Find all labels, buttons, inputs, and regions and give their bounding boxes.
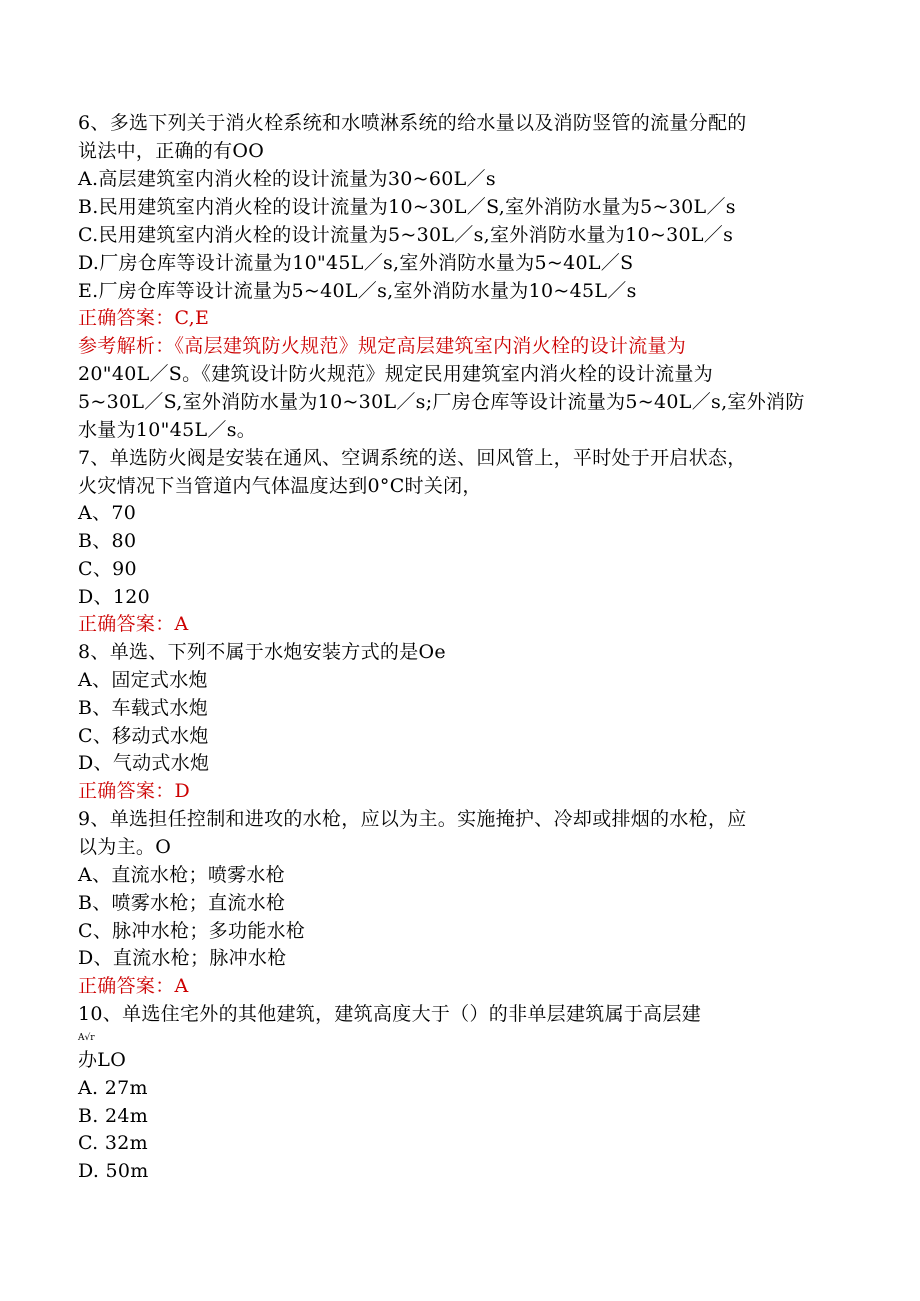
q6-option-d: D.厂房仓库等设计流量为10"45L／s,室外消防水量为5~40L／S [78,252,634,274]
q10-option-d: D. 50m [78,1160,149,1182]
q6-option-a: A.高层建筑室内消火栓的设计流量为30~60L／s [78,168,496,190]
q7-stem-line2: 火灾情况下当管道内气体温度达到0°C时关闭， [78,475,482,497]
q10-option-c: C. 32m [78,1132,148,1154]
q6-analysis-line3: 5~30L／S,室外消防水量为10~30L／s;厂房仓库等设计流量为5~40L／s,室外消防 [78,391,805,413]
q10-option-b: B. 24m [78,1105,149,1127]
q6-option-b: B.民用建筑室内消火栓的设计流量为10~30L／S,室外消防水量为5~30L／s [78,196,736,218]
q9-stem-line1: 9、单选担任控制和进攻的水枪，应以为主。实施掩护、冷却或排烟的水枪，应 [78,808,747,830]
q6-option-c: C.民用建筑室内消火栓的设计流量为5~30L／s,室外消防水量为10~30L／s [78,224,734,246]
q7-option-c: C、90 [78,558,137,580]
q7-option-b: B、80 [78,530,137,552]
q8-option-b: B、车载式水炮 [78,697,209,719]
q8-option-d: D、气动式水炮 [78,752,210,774]
q8-option-c: C、移动式水炮 [78,725,209,747]
q10-stem-line1: 10、单选住宅外的其他建筑，建筑高度大于（）的非单层建筑属于高层建 [78,1003,702,1025]
q9-stem-line2: 以为主。O [78,836,172,858]
q6-stem-line1: 6、多选下列关于消火栓系统和水喷淋系统的给水量以及消防竖管的流量分配的 [78,112,747,134]
q10-stem-line2: 办LO [78,1049,127,1071]
q6-answer: 正确答案：C,E [78,307,210,329]
q7-answer: 正确答案：A [78,613,189,635]
q8-answer: 正确答案：D [78,780,191,802]
q7-stem-line1: 7、单选防火阀是安装在通风、空调系统的送、回风管上，平时处于开启状态， [78,447,747,469]
q6-analysis-line1: 参考解析：《高层建筑防火规范》规定高层建筑室内消火栓的设计流量为 [78,335,687,357]
q10-option-a: A. 27m [78,1077,148,1099]
q8-option-a: A、固定式水炮 [78,669,208,691]
q9-option-c: C、脉冲水枪；多功能水枪 [78,920,306,942]
q9-option-a: A、直流水枪；喷雾水枪 [78,864,286,886]
q7-option-a: A、70 [78,502,137,524]
q6-analysis-line4: 水量为10"45L／s。 [78,419,257,441]
q8-stem-line1: 8、单选、下列不属于水炮安装方式的是Oe [78,641,446,663]
q10-ocr-artifact: A√r [78,1033,95,1043]
q7-option-d: D、120 [78,586,150,608]
q9-option-d: D、直流水枪；脉冲水枪 [78,947,287,969]
q6-option-e: E.厂房仓库等设计流量为5~40L／s,室外消防水量为10~45L／s [78,280,637,302]
q6-analysis-line2: 20"40L／S。《建筑设计防火规范》规定民用建筑室内消火栓的设计流量为 [78,363,714,385]
q9-option-b: B、喷雾水枪；直流水枪 [78,892,286,914]
q9-answer: 正确答案：A [78,975,189,997]
q6-stem-line2: 说法中，正确的有OO [78,140,265,162]
